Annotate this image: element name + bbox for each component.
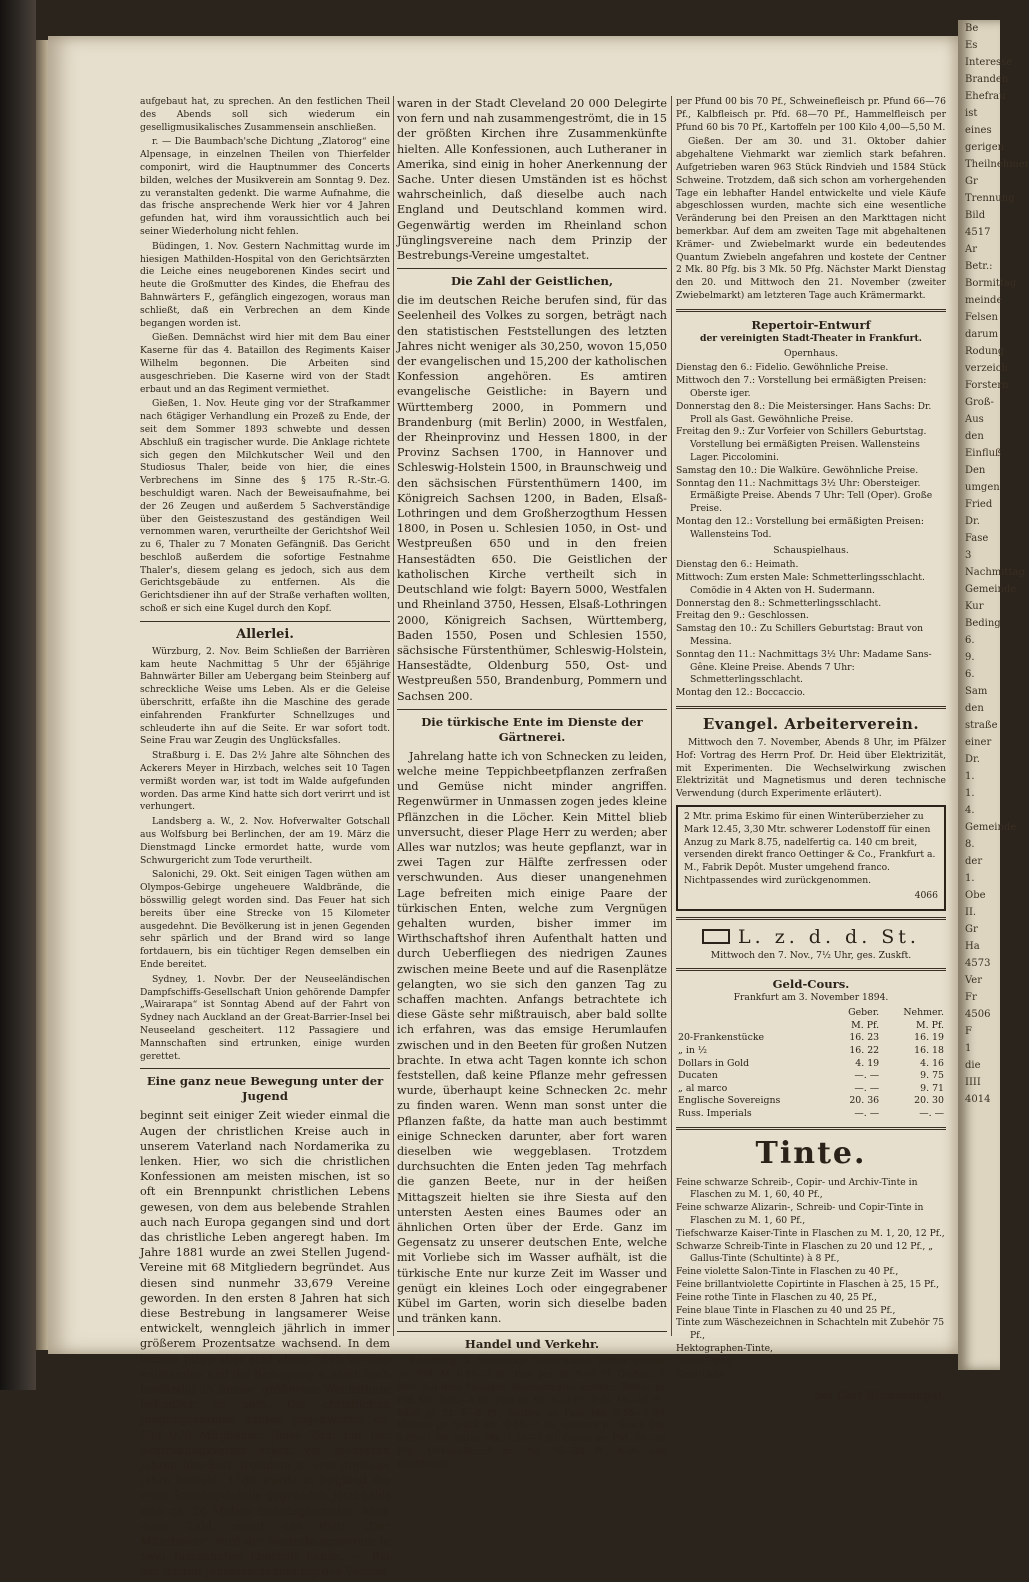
next-page-fragment: einer bbox=[965, 737, 992, 748]
next-page-fragment: Aus bbox=[965, 414, 984, 425]
next-page-fragment: 6. bbox=[965, 669, 975, 680]
opernhaus-entry: Sonntag den 11.: Nachmittags 3½ Uhr: Obersteiger. Ermäßigte Preise. Abends 7 Uhr: Tell (Oper). Große Preise. bbox=[676, 477, 933, 515]
schauspielhaus-entry: Sonntag den 11.: Nachmittags 3½ Uhr: Madame Sans-Gêne. Kleine Preise. Abends 7 Uhr: Schmetterlingsschlacht. bbox=[676, 648, 932, 686]
tinte-item: Feine rothe Tinte in Flaschen zu 40, 25 Pf., bbox=[676, 1291, 877, 1303]
next-page-fragment: Fried bbox=[965, 499, 993, 510]
news-sydney: Sydney, 1. Novbr. Der der Neuseeländischen Dampfschiffs-Gesellschaft Union gehörende Dampfer „Wairarapa“ ist Sonntag Abend auf der Fahrt von Sydney nach Auckland an der Great-Barrier-Insel bei Neuseeland gescheitert. 112 Passagiere und Mannschaften sind ertrunken, einige wurden gerettet. bbox=[140, 973, 390, 1062]
repertoire-subtitle: der vereinigten Stadt-Theater in Frankfurt. bbox=[700, 332, 922, 344]
table-cell: Englische Sovereigns bbox=[678, 1095, 781, 1107]
opernhaus-entry: Mittwoch den 7.: Vorstellung bei ermäßigten Preisen: Oberste iger. bbox=[676, 375, 927, 399]
opernhaus-entry: Donnerstag den 8.: Die Meistersinger. Hans Sachs: Dr. Proll als Gast. Gewöhnliche Preise. bbox=[676, 400, 932, 425]
tinte-item: Tinte zum Wäschezeichnen in Schachteln mit Zubehör 75 Pf., bbox=[676, 1317, 945, 1342]
next-page-fragment: 1. bbox=[965, 771, 975, 782]
opernhaus-entry: Montag den 12.: Vorstellung bei ermäßigten Preisen: Wallensteins Tod. bbox=[676, 515, 924, 540]
next-page-fragment: Bormittag bbox=[965, 278, 1017, 289]
next-page-fragment: Obe bbox=[965, 890, 986, 901]
news-salonichi: Salonichi, 29. Okt. Seit einigen Tagen wüthen am Olympos-Gebirge ungeheuere Waldbrände, die bösswillig gelegt worden sind. Das Feuer hat sich bereits über eine Strecke von 15 Kilometer ausgedehnt. Die Bevölkerung ist in jenen Gegenden sehr spärlich und der Brand wird so lange fortdauern, bis ein tüchtiger Regen demselben ein Ende bereitet. bbox=[140, 869, 390, 970]
table-cell: „ in ½ bbox=[678, 1045, 707, 1056]
next-page-fragment: umgen bbox=[965, 482, 1000, 493]
news-wuerzburg: Würzburg, 2. Nov. Beim Schließen der Barrièren kam heute Nachmittag 5 Uhr der 65jährige Bahnwärter Biller am Uebergang beim Steinberg auf schreckliche Weise ums Leben. Als er die Geleise überschritt, erfaßte ihn die Maschine des gerade einfahrenden Frankfurter Schnellzuges und schleuderte ihn auf die Seite. Er war sofort todt. Seine Frau war Zeugin des Unglücksfalles. bbox=[140, 645, 390, 747]
exchange-rate-table bbox=[676, 1007, 946, 1120]
next-page-fragment: eines bbox=[965, 125, 992, 136]
viehmarkt-text: Gießen. Der am 30. und 31. Oktober dahier abgehaltene Viehmarkt war ziemlich stark befahren. Aufgetrieben waren 963 Stück Rindvieh und 1584 Stück Schweine. Trotzdem, daß sich schon am vorhergehenden Tage ein lebhafter Handel entwickelte und viele Käufe abgeschlossen wurden, machte sich eine wesentliche Veränderung bei den Preisen an den Markttagen nicht bemerkbar. Auf dem am zweiten Tage mit abgehaltenen Krämer- und Zwiebelmarkt wurde ein bedeutendes Quantum Zwiebeln angefahren und kostete der Centner 2 Mk. 80 Pfg. bis 3 Mk. 50 Pfg. Nächster Markt Dienstag den 20. und Mittwoch den 21. November (zweiter Zwiebelmarkt) am letzteren Tage auch Krämermarkt. bbox=[676, 136, 946, 301]
divider bbox=[140, 621, 390, 622]
table-header-cell bbox=[676, 1020, 830, 1033]
divider bbox=[397, 268, 667, 269]
tinte-item: Feine brillantviolette Copirtinte in Flaschen à 25, 15 Pf., bbox=[676, 1278, 940, 1290]
tinte-list bbox=[676, 1177, 946, 1382]
table-cell: 16. 18 bbox=[914, 1045, 944, 1056]
next-page-fragment: Trennung bbox=[965, 193, 1015, 204]
next-page-fragment: Dr. bbox=[965, 516, 980, 527]
next-page-fragment: II. bbox=[965, 907, 977, 918]
next-page-fragment: Einfluß bbox=[965, 448, 1002, 459]
next-page-fragment: Den bbox=[965, 465, 986, 476]
next-page-fragment: Es bbox=[965, 40, 978, 51]
news-giessen-kaserne: Gießen. Demnächst wird hier mit dem Bau einer Kaserne für das 4. Bataillon des Regiments Kaiser Wilhelm begonnen. Die Arbeiten sind ausgeschrieben. Die Kaserne wird von der Stadt erbaut und an das Regiment vermiethet. bbox=[140, 332, 390, 395]
table-cell: 20-Frankenstücke bbox=[678, 1032, 765, 1044]
lzd-title: L. z. d. d. St. bbox=[738, 925, 920, 948]
handel-text-cont: per Pfund 00 bis 70 Pf., Schweinefleisch pr. Pfund 66—76 Pf., Kalbfleisch pr. Pfd. 68—70 Pf., Hammelfleisch per Pfund 60 bis 70 Pf., Kartoffeln per 100 Kilo 4,00—5,50 M. bbox=[676, 96, 946, 133]
column-rule bbox=[671, 96, 672, 1336]
table-cell: —. — bbox=[919, 1107, 944, 1119]
column-left bbox=[140, 96, 390, 1582]
table-cell: 4. 19 bbox=[855, 1057, 880, 1069]
next-page-fragment: 4014 bbox=[965, 1094, 991, 1105]
next-page-fragment: ist bbox=[965, 108, 978, 119]
section-title-allerlei: Allerlei. bbox=[236, 626, 294, 642]
next-page-fragment: F bbox=[965, 1026, 972, 1037]
next-page-fragment: die bbox=[965, 1060, 981, 1071]
tinte-title: Tinte. bbox=[755, 1135, 867, 1171]
article-text-ente: Jahrelang hatte ich von Schnecken zu leiden, welche meine Teppichbeetpflanzen zerfraßen und Gemüse nicht minder angriffen. Regenwürmer in Unmassen zogen jedes kleine Pflänzchen in die Löcher. Kein Mittel blieb unversucht, dieser Plage Herr zu werden; aber Alles war nutzlos; was heute gepflanzt, war in zwei Tagen zur Hälfte zerfressen oder verschwunden. Aus dieser unangenehmen Lage befreiten mich einige Paare der türkischen Enten, welche zum Vergnügen gehalten wurden, bisher immer im Wirthschaftshof ihren Aufenthalt hatten und durch Ueberfliegen des niedrigen Zaunes zwischen meine Beete und auf die Rasenplätze gelangten, wo sie sich den ganzen Tag zu schaffen machten. Anfangs betrachtete ich diese Gäste sehr mißtrauisch, aber bald sollte ich erfahren, was das emsige Herumlaufen zwischen und in den Beeten für großen Nutzen brachte. In etwa acht Tagen konnte ich schon feststellen, daß keine Pflanze mehr gefressen wurde, überhaupt keine Schnecken 2c. mehr zu finden waren. Wenn man sonst unter die Pflanzen faßte, da hatte man auch bestimmt einige Schnecken darunter, aber fort waren dieselben wie weggeblasen. Trotzdem durchsuchten die Enten jeden Tag mehrfach die ganzen Beete, nur in der heißen Mittagszeit hielten sie ihre Siesta auf den untersten Aesten eines Baumes oder an ähnlichen Orten über der Erde. Ganz im Gegensatz zu unserer deutschen Ente, welche mit Vorliebe sich im Wasser aufhält, ist die türkische Ente nur kurze Zeit im Wasser und genügt ein kleines Loch oder eingegrabener Kübel im Garten, worin sich dieselbe baden und tränken kann. bbox=[397, 749, 667, 1326]
next-page-fragment: Theilnehmer bbox=[965, 159, 1029, 170]
schauspielhaus-entry: Dienstag den 6.: Heimath. bbox=[676, 559, 799, 571]
opernhaus-entry: Samstag den 10.: Die Walküre. Gewöhnliche Preise. bbox=[676, 464, 919, 476]
tinte-signature: bei Carl Bindernagel. bbox=[813, 1389, 946, 1403]
double-divider bbox=[676, 309, 946, 312]
oettinger-advertisement bbox=[676, 805, 946, 911]
table-cell: Russ. Imperials bbox=[678, 1107, 752, 1119]
tinte-item: Gold-Tinte bbox=[676, 1368, 725, 1380]
news-strassburg: Straßburg i. E. Das 2½ Jahre alte Söhnchen des Ackerers Meyer in Hirzbach, welches seit 10 Tagen vermißt worden war, ist todt im Walde aufgefunden worden. Das arme Kind hatte sich dort verirrt und ist verhungert. bbox=[140, 750, 390, 813]
next-page-fragment: den bbox=[965, 703, 984, 714]
next-page-fragment: 4517 bbox=[965, 227, 991, 238]
next-page-fragment: den bbox=[965, 431, 984, 442]
article-title-bewegung: Eine ganz neue Bewegung unter der Jugend bbox=[146, 1074, 384, 1104]
handel-text: Friedberg, 3. November. Buttermarkt. Butter kostete per Pfd. M. 0.85—1.00, Eier per St. 9—0 Pf. Gießen, 3. Nov. Auf dem heutigen Wochenmarkt kostete: Butter pr. Pfd. Mk. 0.95—1.00, Eier pr. St. 0—0 Pf., 2 St. 14—16 Pf., Käse pr. St. 4—8 Pf., Tauben pr. Paar Mk. 0.50—1.00, Hühner pr. Stück Mk. 0.85—1.00, Hahnen pr. Stück Mk. 0.85—1.00, Enten Mk. 1.30—1.80, Gänse pr. Pfd. 54—65 Pfg., Ochsenfleisch pr. Pfd. 76—80 Pf., Kuh- und Rindfleisch bbox=[397, 1356, 667, 1470]
tinte-item: Feine schwarze Alizarin-, Schreib- und Copir-Tinte in Flaschen zu M. 1, 60 Pf., bbox=[676, 1202, 924, 1226]
tinte-item: Tiefschwarze Kaiser-Tinte in Flaschen zu M. 1, 20, 12 Pf., bbox=[676, 1227, 945, 1239]
arbeiterverein-title: Evangel. Arbeiterverein. bbox=[702, 715, 920, 734]
next-page-fragment: darum bbox=[965, 329, 999, 340]
next-page-fragment: 9. bbox=[965, 652, 975, 663]
table-cell: 4. 16 bbox=[920, 1057, 944, 1069]
next-page-fragment: Ar bbox=[965, 244, 978, 255]
table-header-cell: Nehmer. bbox=[903, 1007, 944, 1019]
next-page-fragment: 1. bbox=[965, 788, 975, 799]
next-page-fragment: 4573 bbox=[965, 958, 991, 969]
next-page-fragment: gerigen bbox=[965, 142, 1005, 153]
next-page-fragment: Fr bbox=[965, 992, 977, 1003]
table-cell: 20. 36 bbox=[849, 1095, 880, 1107]
next-page-fragment: Ha bbox=[965, 941, 980, 952]
table-cell: Dollars in Gold bbox=[678, 1057, 750, 1069]
next-page-fragment: Gr bbox=[965, 176, 978, 187]
table-row bbox=[676, 1070, 946, 1083]
next-page-fragment: IIII bbox=[965, 1077, 981, 1088]
next-page-fragment: Rodung bbox=[965, 346, 1005, 357]
next-page-fragment: Gr bbox=[965, 924, 978, 935]
schauspielhaus-title: Schauspielhaus. bbox=[773, 544, 849, 556]
double-divider bbox=[676, 706, 946, 709]
table-header-row bbox=[676, 1020, 946, 1033]
table-row bbox=[676, 1032, 946, 1045]
table-cell: —. — bbox=[854, 1070, 880, 1082]
next-page-fragment: Forstern bbox=[965, 380, 1009, 391]
tinte-item: Feine blaue Tinte in Flaschen zu 40 und 25 Pf., bbox=[676, 1304, 896, 1316]
next-page-fragment: Sam bbox=[965, 686, 988, 697]
opernhaus-entry: Freitag den 9.: Zur Vorfeier von Schillers Geburtstag. Vorstellung bei ermäßigten Preisen. Wallensteins Lager. Piccolomini. bbox=[676, 426, 927, 463]
next-page-fragment: Gemeinde bbox=[965, 822, 1017, 833]
tinte-item: Schwarze Schreib-Tinte in Flaschen zu 20 und 12 Pf., „ Gallus-Tinte (Schultinte) à 8 Pf., bbox=[676, 1240, 934, 1265]
article-title-geistliche: Die Zahl der Geistlichen, bbox=[450, 274, 614, 289]
next-page-fragment: straße bbox=[965, 720, 998, 731]
next-page-fragment: 8. bbox=[965, 839, 975, 850]
divider bbox=[140, 1068, 390, 1069]
schauspielhaus-entry: Samstag den 10.: Zu Schillers Geburtstag: Braut von Messina. bbox=[676, 623, 924, 648]
next-page-fragment: der bbox=[965, 856, 983, 867]
table-cell: „ al marco bbox=[678, 1082, 728, 1094]
next-page-fragment: Beding bbox=[965, 618, 1001, 629]
geld-cours-subtitle: Frankfurt am 3. November 1894. bbox=[733, 992, 889, 1004]
article-text-bewegung: beginnt seit einiger Zeit wieder einmal die Augen der christlichen Kreise auch in unserem Vaterland nach Nordamerika zu lenken. Hier, wo sich die christlichen Konfessionen am meisten mischen, ist so oft ein Brennpunkt christlichen Lebens gewesen, von dem aus belebende Strahlen auch nach Europa gegangen sind und dort das christliche Leben angeregt haben. Im Jahre 1881 wurde an zwei Stellen Jugend-Vereine mit 68 Mitgliedern begründet. Aus diesen sind nunmehr 33,679 Vereine geworden. In den ersten 8 Jahren hat sich diese Bestrebung in langsamerer Weise entwickelt, wenngleich jährlich in immer größerem Prozentsatze wachsend. In dem letzten Jahre aber sind allein 7395 Vereine entstanden und die Bewegung scheint noch beständig in immer größerem Wachsthum befindlich zu sein. Die christlichen Jünglingsvereine zählen gegenwärtig ca. 500 000 Mitglieder. Diese Zahl hat der Bestrebungsverein schon vor mehreren Jahren überholt, trotzdem er erst dreizehn Jahre besteht. 1780 wurde in England die erste Sonntagsschule gegründet. Jetzt zählt man ca. 20 Million Sonntagsschüler. Auch diese Zahl, meint das Blatt „Der Mitarbeiter“ wird der Bestrebungsverein in zwei Jahrzehnten überholt haben. — Bei der letzten Jahresversammlung des Vereins bbox=[140, 1109, 390, 1579]
table-cell: 20. 30 bbox=[914, 1095, 944, 1107]
table-row bbox=[676, 1095, 946, 1108]
double-divider bbox=[676, 917, 946, 920]
book-spine bbox=[0, 0, 36, 1390]
next-page-fragment: Betr.: bbox=[965, 261, 993, 272]
next-page-fragment: Dr. bbox=[965, 754, 980, 765]
exchange-rate-rows bbox=[676, 1032, 946, 1120]
repertoire-title: Repertoir-Entwurf bbox=[751, 317, 871, 332]
table-row bbox=[676, 1108, 946, 1121]
next-page-fragment: 4. bbox=[965, 805, 975, 816]
next-page-fragment: Groß- bbox=[965, 397, 994, 408]
news-buedingen: Büdingen, 1. Nov. Gestern Nachmittag wurde im hiesigen Mathilden-Hospital von den Gerichtsärzten die Leiche eines neugeborenen Kindes secirt und heute die Großmutter des Kindes, die Ehefrau des Bahnwärters F., gefänglich eingezogen, woraus man schließt, daß ein Verbrechen an dem Kinde begangen worden ist. bbox=[140, 240, 390, 329]
table-cell: —. — bbox=[854, 1082, 880, 1094]
news-giessen-prozess: Gießen, 1. Nov. Heute ging vor der Strafkammer nach 6tägiger Verhandlung ein Prozeß zu Ende, der seit dem Sommer 1893 schwebte und dessen Abschluß ein tragischer wurde. Die Anklage richtete sich gegen den Milchkutscher Weil und den Studiosus Thaler, beide von hier, die eines Verbrechens im Sinne des § 175 R.-Str.-G. beschuldigt waren. Nach der Beweisaufnahme, bei der 26 Zeugen und außerdem 5 Sachverständige über den Geisteszustand des geständigen Weil vernommen waren, verurtheilte der Gerichtshof Weil zu 6, Thaler zu 7 Monaten Gefängniß. Das Gericht beschloß außerdem die sofortige Festnahme Thaler's, diesem gelang es jedoch, sich aus dem Gerichtsgebäude zu entfernen. Als die Gerichtsdiener ihn auf der Straße verhaften wollten, schoß er sich eine Kugel durch den Kopf. bbox=[140, 398, 390, 615]
article-text-geistliche: die im deutschen Reiche berufen sind, für das Seelenheil des Volkes zu sorgen, beträgt nach den statistischen Feststellungen des letzten Jahres nicht weniger als 30,250, wovon 15,050 der evangelischen und 15,200 der katholischen Konfession angehören. Es amtiren evangelische Geistliche: in Bayern und Württemberg 2000, in Pommern und Brandenburg (mit Berlin) 2000, in Westfalen, der Rheinprovinz und Hessen 1800, in der Provinz Sachsen 1700, in Hannover und Schleswig-Holstein 1500, in Braunschweig und den sächsischen Fürstenthümern 1400, im Königreich Sachsen 1200, in Baden, Elsaß-Lothringen und dem Großherzogthum Hessen 1800, in Posen u. Schlesien 1050, in Ost- und Westpreußen 650 und in den freien Hansestädten 650. Die Geistlichen der katholischen Kirche vertheilt sich in Deutschland wie folgt: Bayern 5000, Westfalen und Rheinland 3750, Hessen, Elsaß-Lothringen 2000, Königreich Sachsen, Württemberg, Baden 1550, Posen und Schlesien 1550, sächsische Fürstenthümer, Schleswig-Holstein, Hansestädte, Oldenburg 550, Ost- und Westpreußen 550, Brandenburg, Pommern und Sachsen 200. bbox=[397, 294, 667, 703]
table-cell: —. — bbox=[854, 1107, 880, 1119]
next-page-fragment: 1 bbox=[965, 1043, 972, 1054]
rectangle-symbol-icon bbox=[702, 929, 730, 944]
tinte-item: Hektographen-Tinte, bbox=[676, 1342, 773, 1354]
next-page-fragment: meinde bbox=[965, 295, 1003, 306]
next-page-fragment: Gemeinde bbox=[965, 584, 1017, 595]
column-rule bbox=[393, 96, 394, 1336]
opernhaus-schedule bbox=[676, 362, 946, 541]
schauspielhaus-schedule bbox=[676, 559, 946, 700]
next-page-fragment: Branden bbox=[965, 74, 1009, 85]
table-cell: 9. 75 bbox=[920, 1070, 944, 1082]
opernhaus-title: Opernhaus. bbox=[783, 347, 839, 359]
next-page-fragment: 1. bbox=[965, 873, 975, 884]
next-page-fragment: Fase bbox=[965, 533, 989, 544]
double-divider bbox=[676, 968, 946, 971]
lzd-notice bbox=[676, 926, 946, 948]
column-right bbox=[676, 96, 946, 1402]
tinte-item: Silber-Tinte, bbox=[676, 1355, 734, 1367]
table-header-cell: M. Pf. bbox=[851, 1019, 880, 1031]
tinte-item: Feine violette Salon-Tinte in Flaschen zu 40 Pf., bbox=[676, 1266, 899, 1278]
table-header-cell bbox=[676, 1007, 830, 1020]
table-cell: 16. 23 bbox=[849, 1032, 880, 1044]
divider bbox=[397, 1331, 667, 1332]
next-page-fragment: Felsen bbox=[965, 312, 998, 323]
ad-number: 4066 bbox=[914, 889, 938, 901]
next-page-fragment: Ehefrau bbox=[965, 91, 1006, 102]
table-header-cell: Geber. bbox=[848, 1007, 880, 1019]
next-page-fragment: 3 bbox=[965, 550, 972, 561]
next-page-fragment: Be bbox=[965, 23, 979, 34]
ad-text: 2 Mtr. prima Eskimo für einen Winterüberzieher zu Mark 12.45, 3,30 Mtr. schwerer Lodenstoff für einen Anzug zu Mark 8.75, nadelfertig ca. 140 cm breit, versenden direkt franco Oettinger & Co., Frankfurt a. M., Fabrik Depôt. Muster umgehend franco. Nichtpassendes wird zurückgenommen. bbox=[684, 811, 936, 887]
schauspielhaus-entry: Donnerstag den 8.: Schmetterlingsschlacht. bbox=[676, 597, 882, 609]
next-page-fragment: 4506 bbox=[965, 1009, 991, 1020]
double-divider bbox=[676, 1127, 946, 1130]
next-page-fragment: Interesse bbox=[965, 57, 1013, 68]
schauspielhaus-entry: Montag den 12.: Boccaccio. bbox=[676, 687, 806, 699]
lzd-subtitle: Mittwoch den 7. Nov., 7½ Uhr, ges. Zuskft. bbox=[710, 949, 912, 961]
column-middle bbox=[397, 96, 667, 1474]
arbeiterverein-text: Mittwoch den 7. November, Abends 8 Uhr, im Pfälzer Hof: Vortrag des Herrn Prof. Dr. Heid über Elektrizität, mit Experimenten. Die Wechselwirkung zwischen Elektrizität und Magnetismus und deren technische Verwendung (durch Experimente erläutert). bbox=[676, 737, 946, 800]
article-text-bewegung-cont: waren in der Stadt Cleveland 20 000 Delegirte von fern und nah zusammengeströmt, die in 15 der größten Kirchen ihre Zusammenkünfte hielten. Alle Konfessionen, auch Lutheraner in Amerika, sind einig in hoher Anerkennung der Sache. Unter diesen Umständen ist es höchst wahrscheinlich, daß dieselbe auch nach England und Deutschland kommen wird. Gegenwärtig werden im Rheinland schon Jünglingsvereine nach dem Prinzip der Bestrebungs-Vereine umgestaltet. bbox=[397, 97, 667, 263]
next-page-fragment: Kur bbox=[965, 601, 984, 612]
schauspielhaus-entry: Mittwoch: Zum ersten Male: Schmetterlingsschlacht. Comödie in 4 Akten von H. Sudermann. bbox=[676, 572, 925, 596]
schauspielhaus-entry: Freitag den 9.: Geschlossen. bbox=[676, 610, 809, 622]
table-cell: 9. 71 bbox=[920, 1082, 944, 1094]
table-row bbox=[676, 1058, 946, 1071]
geld-cours-title: Geld-Cours. bbox=[772, 977, 850, 992]
news-zlatorog: r. — Die Baumbach'sche Dichtung „Zlatorog“ eine Alpensage, in einzelnen Theilen von Thierfelder componirt, wird die Hauptnummer des Concerts bilden, welches der Musikverein am Sonntag 9. Dez. zu veranstalten gedenkt. Die warme Aufnahme, die das frische ansprechende Werk hier vor 4 Jahren gefunden hat, wird ihm voraussichtlich auch bei seiner Wiederholung nicht fehlen. bbox=[140, 136, 390, 237]
tinte-item: Feine schwarze Schreib-, Copir- und Archiv-Tinte in Flaschen zu M. 1, 60, 40 Pf., bbox=[676, 1176, 918, 1201]
intro-paragraph: aufgebaut hat, zu sprechen. An den festlichen Theil des Abends soll sich wiederum ein geselligmusikalisches Zusammensein anschließen. bbox=[140, 96, 390, 133]
opernhaus-entry: Dienstag den 6.: Fidelio. Gewöhnliche Preise. bbox=[676, 362, 889, 374]
table-cell: 16. 22 bbox=[849, 1045, 880, 1056]
table-row bbox=[676, 1045, 946, 1058]
next-page-fragment: Ver bbox=[965, 975, 983, 986]
next-page-fragment: verzeich bbox=[965, 363, 1008, 374]
table-header-row bbox=[676, 1007, 946, 1020]
section-title-handel: Handel und Verkehr. bbox=[464, 1337, 600, 1352]
table-cell: Ducaten bbox=[678, 1070, 718, 1082]
table-header-cell: M. Pf. bbox=[916, 1019, 944, 1031]
table-cell: 16. 19 bbox=[914, 1032, 944, 1044]
news-landsberg: Landsberg a. W., 2. Nov. Hofverwalter Gotschall aus Wolfsburg bei Berlinchen, der am 19. März die Dienstmagd Lincke ermordet hatte, wurde vom Schwurgericht zum Tode verurtheilt. bbox=[140, 816, 390, 866]
next-page-fragment: Bild bbox=[965, 210, 986, 221]
next-page-edge bbox=[958, 20, 1029, 1370]
article-title-ente: Die türkische Ente im Dienste der Gärtnerei. bbox=[421, 714, 643, 744]
next-page-fragment: 6. bbox=[965, 635, 975, 646]
next-page-fragment: Nachmittag bbox=[965, 567, 1025, 578]
divider bbox=[397, 709, 667, 710]
table-row bbox=[676, 1083, 946, 1096]
